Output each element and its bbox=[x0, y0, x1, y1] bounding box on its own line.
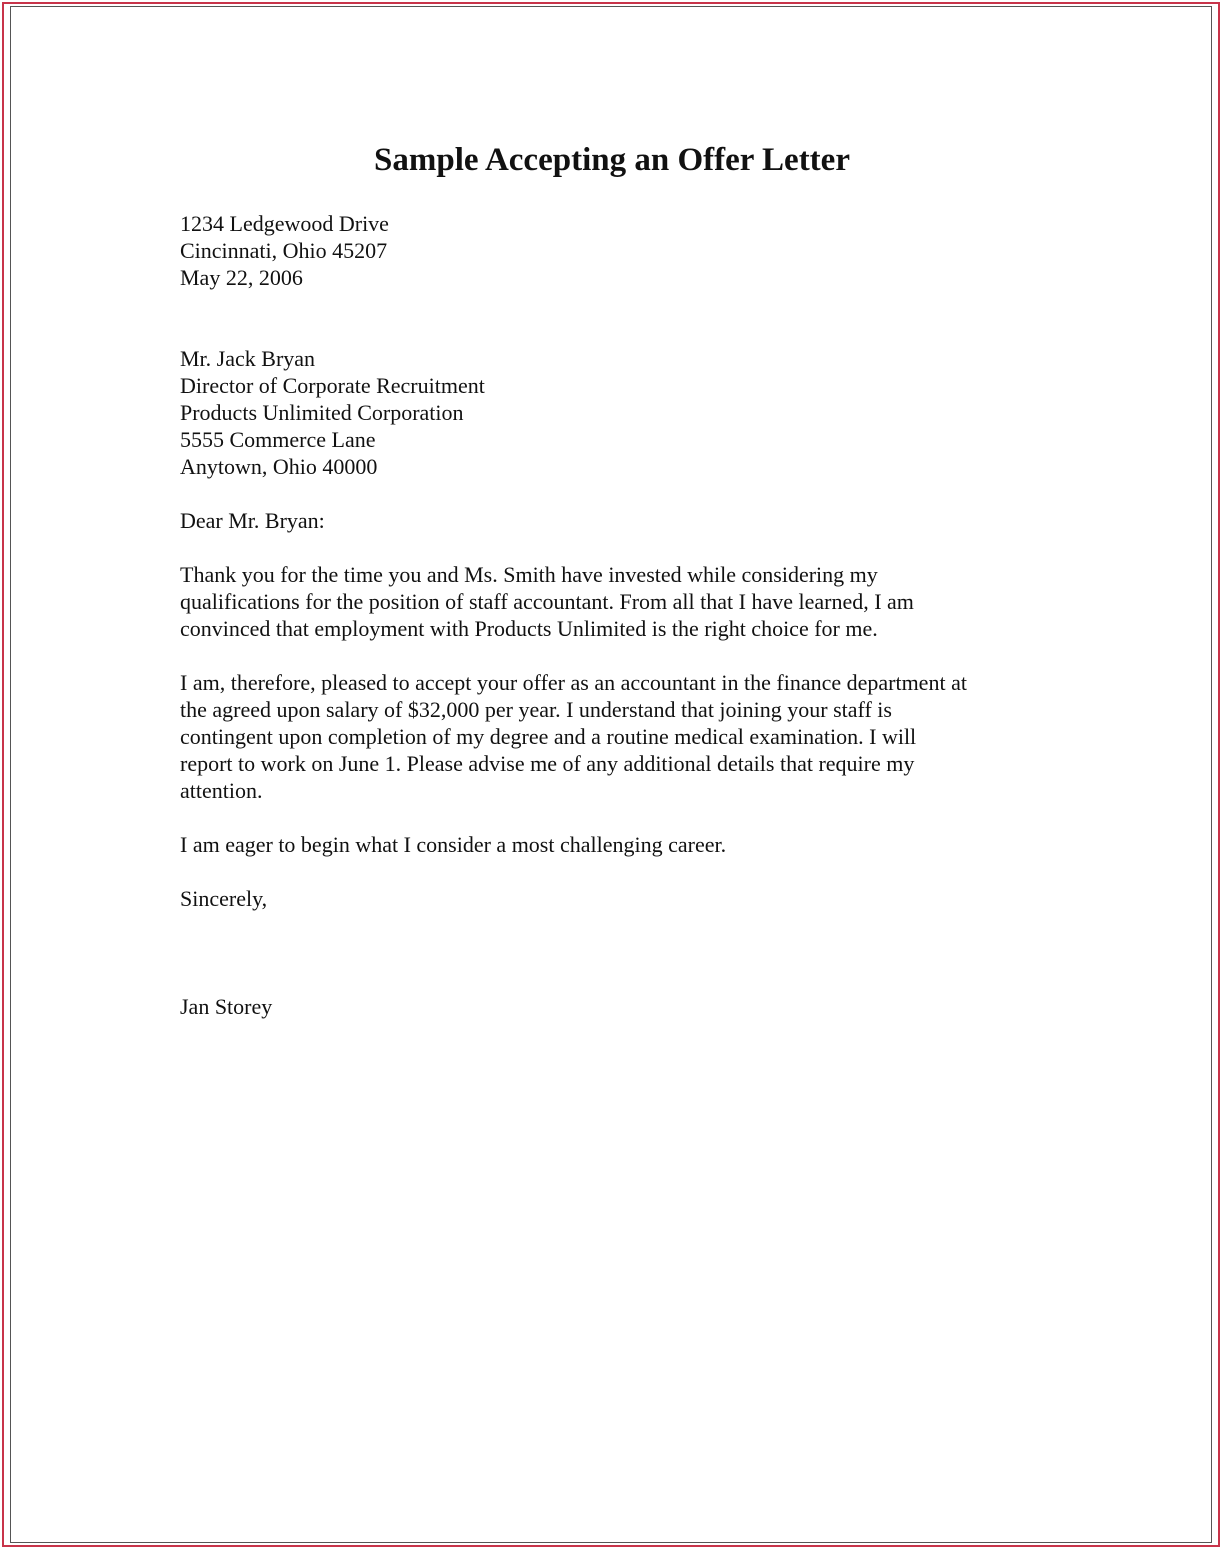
paragraph-3 bbox=[180, 831, 1060, 858]
paragraph-1 bbox=[180, 561, 1060, 642]
paragraph-line: convinced that employment with Products Unlimited is the right choice for me. bbox=[180, 616, 878, 641]
recipient-company: Products Unlimited Corporation bbox=[180, 400, 464, 425]
letter-date: May 22, 2006 bbox=[180, 265, 303, 290]
salutation-text: Dear Mr. Bryan: bbox=[180, 508, 325, 533]
paragraph-line: report to work on June 1. Please advise me of any additional details that require my bbox=[180, 751, 915, 776]
signature-name: Jan Storey bbox=[180, 994, 273, 1019]
closing-text: Sincerely, bbox=[180, 886, 268, 911]
sender-street: 1234 Ledgewood Drive bbox=[180, 211, 389, 236]
sender-city: Cincinnati, Ohio 45207 bbox=[180, 238, 388, 263]
paragraph-line: I am eager to begin what I consider a most challenging career. bbox=[180, 832, 727, 857]
paragraph-line: contingent upon completion of my degree and a routine medical examination. I will bbox=[180, 724, 917, 749]
paragraph-line: attention. bbox=[180, 778, 263, 803]
recipient-title: Director of Corporate Recruitment bbox=[180, 373, 485, 398]
salutation bbox=[180, 507, 1060, 534]
paragraph-line: Thank you for the time you and Ms. Smith have invested while considering my bbox=[180, 562, 878, 587]
recipient-name: Mr. Jack Bryan bbox=[180, 346, 316, 371]
recipient-street: 5555 Commerce Lane bbox=[180, 427, 376, 452]
letter bbox=[180, 140, 1060, 1020]
closing bbox=[180, 885, 1060, 912]
paragraph-line: I am, therefore, pleased to accept your offer as an accountant in the finance department at bbox=[180, 670, 967, 695]
recipient-address bbox=[180, 345, 1060, 480]
paragraph-line: qualifications for the position of staff accountant. From all that I have learned, I am bbox=[180, 589, 914, 614]
sender-address bbox=[180, 210, 1060, 291]
recipient-city: Anytown, Ohio 40000 bbox=[180, 454, 378, 479]
paragraph-2 bbox=[180, 669, 1060, 804]
letter-title: Sample Accepting an Offer Letter bbox=[374, 142, 850, 178]
signature bbox=[180, 993, 1060, 1020]
paragraph-line: the agreed upon salary of $32,000 per year. I understand that joining your staff is bbox=[180, 697, 892, 722]
